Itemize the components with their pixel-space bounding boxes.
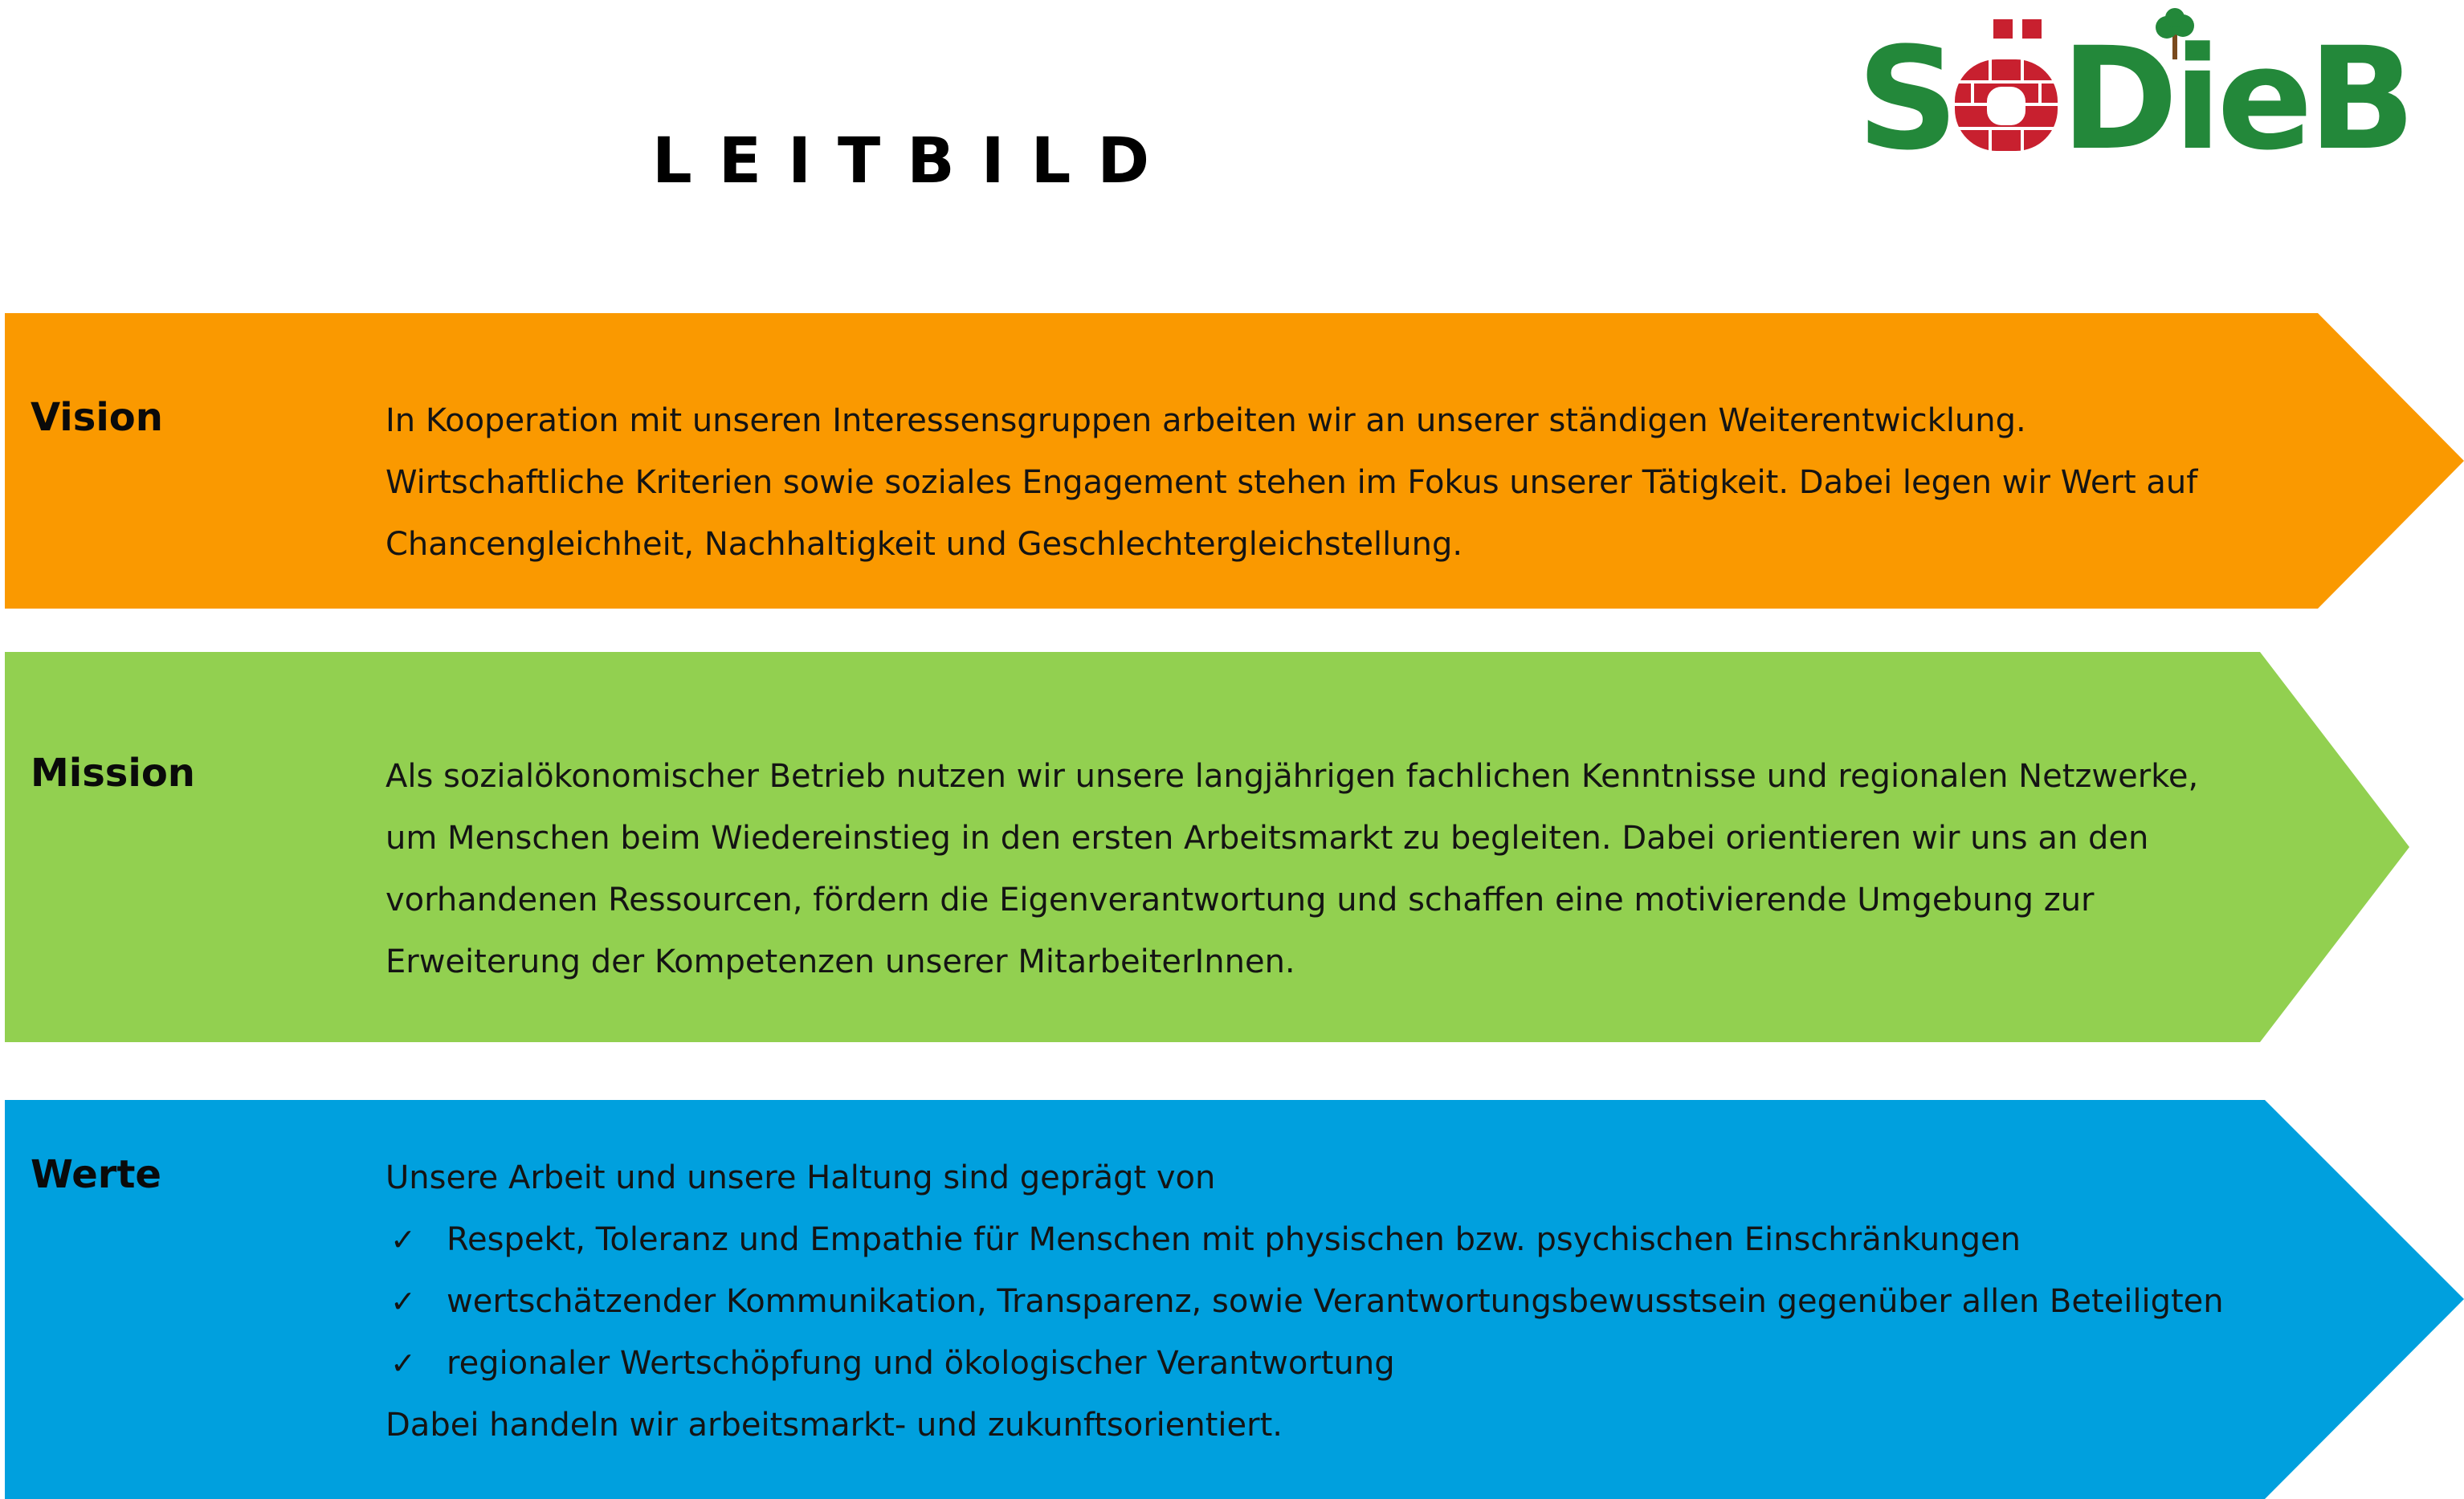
page-title: LEITBILD: [652, 125, 1177, 198]
vision-line: Wirtschaftliche Kriterien sowie soziales Engagement stehen im Fokus unserer Tätigkeit. Dabei legen wir Wert auf: [386, 464, 2198, 501]
mission-line: vorhandenen Ressourcen, fördern die Eigenverantwortung und schaffen eine motivierende Umgebung zur: [386, 882, 2095, 919]
soedieb-logo-graphic: [1857, 10, 2411, 181]
werte-list-item: [386, 1271, 2224, 1333]
brick-letter-o: [1955, 19, 2058, 151]
mission-text: [386, 746, 2198, 993]
werte-intro: Unsere Arbeit und unsere Haltung sind geprägt von: [386, 1159, 1216, 1196]
vision-line: Chancengleichheit, Nachhaltigkeit und Geschlechtergleichstellung.: [386, 526, 1463, 563]
werte-outro: Dabei handeln wir arbeitsmarkt- und zukunftsorientiert.: [386, 1407, 1283, 1444]
check-icon: ✓: [390, 1346, 416, 1381]
logo-text-dieb: DieB: [2061, 17, 2411, 181]
werte-text: [386, 1147, 2224, 1456]
vision-section: [5, 313, 2464, 609]
werte-list-item: [386, 1333, 2224, 1395]
vision-line: In Kooperation mit unseren Interessensgruppen arbeiten wir an unserer ständigen Weiterentwicklung.: [386, 402, 2026, 439]
mission-heading: Mission: [31, 751, 195, 796]
mission-line: Als sozialökonomischer Betrieb nutzen wir unsere langjährigen fachlichen Kenntnisse und regionalen Netzwerke,: [386, 758, 2199, 795]
werte-heading: Werte: [31, 1152, 161, 1197]
werte-list-item-text: wertschätzender Kommunikation, Transparenz, sowie Verantwortungsbewusstsein gegenüber allen Beteiligten: [447, 1283, 2224, 1320]
check-icon: ✓: [390, 1222, 416, 1257]
mission-line: Erweiterung der Kompetenzen unserer MitarbeiterInnen.: [386, 943, 1295, 980]
mission-line: um Menschen beim Wiedereinstieg in den ersten Arbeitsmarkt zu begleiten. Dabei orientieren wir uns an den: [386, 820, 2149, 857]
vision-text: [386, 390, 2197, 576]
werte-list-item-text: Respekt, Toleranz und Empathie für Menschen mit physischen bzw. psychischen Einschränkungen: [447, 1221, 2021, 1258]
soedieb-logo: [1857, 10, 2411, 181]
werte-list: [386, 1209, 2224, 1395]
werte-section: [5, 1100, 2464, 1499]
werte-list-item: [386, 1209, 2224, 1271]
check-icon: ✓: [390, 1284, 416, 1319]
logo-text-s: S: [1857, 17, 1954, 181]
werte-list-item-text: regionaler Wertschöpfung und ökologischer Verantwortung: [447, 1345, 1395, 1382]
vision-heading: Vision: [31, 395, 163, 440]
mission-section: [5, 652, 2409, 1042]
